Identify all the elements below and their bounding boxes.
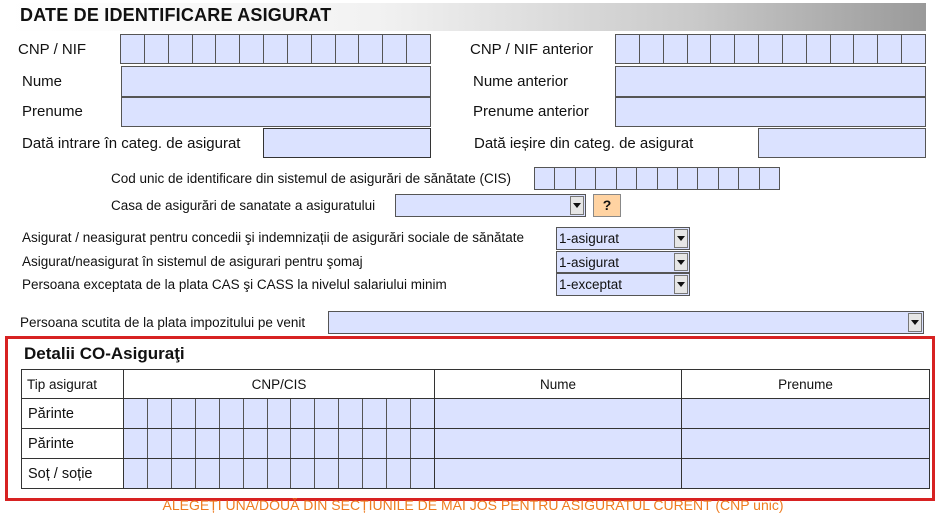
prenume-prev-input[interactable] <box>615 97 926 127</box>
somaj-label: Asigurat/neasigurat în sistemul de asigurari pentru şomaj <box>22 254 363 269</box>
row-tip-asigurat: Părinte <box>22 429 124 459</box>
cis-label: Cod unic de identificare din sistemul de asigurări de sănătate (CIS) <box>111 171 511 186</box>
chevron-down-icon[interactable] <box>908 313 922 332</box>
chevron-down-icon[interactable] <box>674 275 688 294</box>
chevron-down-icon[interactable] <box>570 196 584 215</box>
section-title: DATE DE IDENTIFICARE ASIGURAT <box>20 5 332 25</box>
somaj-select[interactable] <box>556 251 690 273</box>
chevron-down-icon[interactable] <box>674 229 688 248</box>
cis-input[interactable] <box>534 167 780 190</box>
row-nume-input[interactable] <box>435 429 682 459</box>
row-tip-asigurat: Soț / soție <box>22 459 124 489</box>
row-cnp-input[interactable] <box>124 459 435 489</box>
nume-label: Nume <box>22 73 63 90</box>
data-iesire-input[interactable] <box>758 128 926 158</box>
help-button[interactable]: ? <box>593 194 621 217</box>
row-cnp-input[interactable] <box>124 429 435 459</box>
scutita-select[interactable] <box>328 311 924 334</box>
table-row <box>22 429 930 459</box>
prenume-prev-label: Prenume anterior <box>473 103 589 120</box>
table-row <box>22 399 930 429</box>
table-header-row <box>22 370 930 399</box>
somaj-select-value: 1-asigurat <box>559 255 620 270</box>
row-prenume-input[interactable] <box>682 459 930 489</box>
scutita-label: Persoana scutita de la plata impozitului pe venit <box>20 315 306 330</box>
concedii-label: Asigurat / neasigurat pentru concedii şi indemnizații de asigurări sociale de sănătate <box>22 230 525 245</box>
data-iesire-label: Dată ieșire din categ. de asigurat <box>474 135 694 152</box>
header-tip-asigurat: Tip asigurat <box>22 370 124 399</box>
row-prenume-input[interactable] <box>682 429 930 459</box>
prenume-label: Prenume <box>22 103 83 120</box>
table-row <box>22 459 930 489</box>
exceptata-select[interactable] <box>556 273 690 296</box>
header-nume: Nume <box>435 370 682 399</box>
concedii-select[interactable] <box>556 227 690 250</box>
concedii-select-value: 1-asigurat <box>559 231 620 246</box>
exceptata-select-value: 1-exceptat <box>559 277 623 292</box>
nume-input[interactable] <box>121 66 431 97</box>
casa-select[interactable] <box>395 194 586 217</box>
cnp-nif-prev-input[interactable] <box>615 34 926 64</box>
nume-prev-input[interactable] <box>615 66 926 97</box>
row-tip-asigurat: Părinte <box>22 399 124 429</box>
row-nume-input[interactable] <box>435 459 682 489</box>
prenume-input[interactable] <box>121 97 431 127</box>
co-asigurati-title: Detalii CO-Asiguraţi <box>24 344 185 363</box>
chevron-down-icon[interactable] <box>674 253 688 271</box>
row-cnp-input[interactable] <box>124 399 435 429</box>
header-prenume: Prenume <box>682 370 930 399</box>
row-nume-input[interactable] <box>435 399 682 429</box>
cnp-nif-label: CNP / NIF <box>18 41 87 58</box>
cnp-nif-prev-label: CNP / NIF anterior <box>470 41 594 58</box>
nume-prev-label: Nume anterior <box>473 73 569 90</box>
cnp-nif-input[interactable] <box>120 34 431 64</box>
header-cnp-cis: CNP/CIS <box>124 370 435 399</box>
co-asigurati-table <box>21 369 930 489</box>
exceptata-label: Persoana exceptata de la plata CAS şi CASS la nivelul salariului minim <box>22 277 447 292</box>
data-intrare-input[interactable] <box>263 128 431 158</box>
footer-note: ALEGEȚI UNA/DOUĂ DIN SECȚIUNILE DE MAI JOS PENTRU ASIGURATUL CURENT (CNP unic) <box>162 497 784 513</box>
casa-label: Casa de asigurări de sanatate a asiguratului <box>111 198 376 213</box>
row-prenume-input[interactable] <box>682 399 930 429</box>
data-intrare-label: Dată intrare în categ. de asigurat <box>22 135 241 152</box>
